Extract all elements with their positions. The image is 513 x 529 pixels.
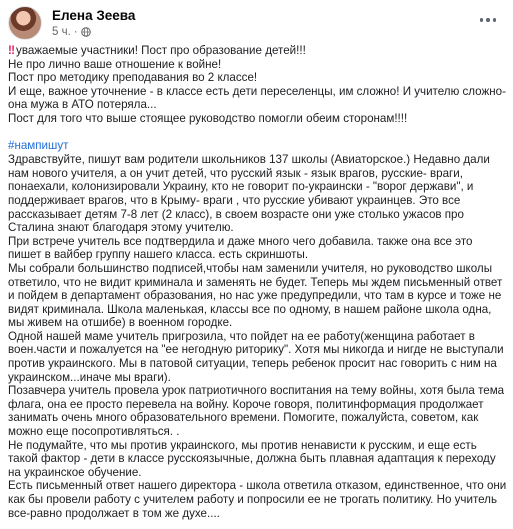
post-meta	[52, 26, 91, 38]
author-name[interactable]: Елена Зеева	[52, 8, 136, 23]
dot-icon	[480, 18, 484, 22]
dot-icon	[486, 18, 490, 22]
globe-icon	[81, 27, 91, 37]
post-time[interactable]: 5 ч.	[52, 26, 71, 38]
dot-icon	[493, 18, 497, 22]
post-intro	[8, 44, 508, 126]
post-text	[8, 44, 508, 520]
double-exclamation-icon: ‼	[8, 44, 14, 57]
hashtag-link[interactable]: #нампишут	[8, 138, 69, 152]
post-body: Здравствуйте, пишут вам родители школьников 137 школы (Авиаторское.) Недавно дали нам нового учителя, а он учит детей, что русский язык - язык врагов, русские- враги, понаехали, колонизировали Украину, кто не говорит по-украински - "ворог держави", и поддерживает врагов, что в Крыму- враги , что русские убивают украинцев. Это все рассказывает детям 7-8 лет (2 класс), в своем возрасте они уже столько ужасов про Сталина знают благодаря этому учителю. При встрече учитель все подтвердила и даже много чего добавила. также она все это пишет в вайбер группу нашего класса. есть скриншоты. Мы собрали большинство подписей,чтобы нам заменили учителя, но руководство школы ответило, что не видит криминала и заменять не будет. Теперь мы ждем письменный ответ и пойдем в департамент образования, но нас уже предупредили, что там в курсе и тоже не видят криминала. Школа маленькая, классы все по одному, в нашем районе школа одна, мы живем на отшибе) в военном городке. Одной нашей маме учитель пригрозила, что пойдет на ее работу(женщина работает в воен.части и пожалуется на "ее негодную риторику". Хотя мы никогда и нигде не выступали против украинского. Мы в патовой ситуации, теперь ребенок просит нас говорить с ним на украинском...иначе мы враги). Позавчера учитель провела урок патриотичного воспитания на тему войны, хотя была тема флага, она ее просто перевела на войну. Короче говоря, политинформация продолжает занимать очень много образовательного времени. Помогите, пожалуйста, советом, как можно еще посопротивляться. . Не подумайте, что мы против украинского, мы против ненависти к русским, и еще есть такой фактор - дети в классе русскоязычные, должна быть плавная адаптация к переходу на украинское обучение. Есть письменный ответ нашего директора - школа ответила отказом, единственное, что они как бы провели работу с учителем работу и попросили ее не трогать политику. Но учитель все-равно продолжает в том же духе....	[8, 153, 507, 520]
post-header	[8, 6, 505, 40]
more-options-button[interactable]	[475, 10, 501, 30]
avatar[interactable]	[8, 6, 42, 40]
post-intro-text: уважаемые участники! Пост про образование детей!!! Не про лично ваше отношение к войне! Пост про методику преподавания во 2 классе! И еще, важное уточнение - в классе есть дети переселенцы, им сложно! И учителю сложно- она мужа в АТО потеряла... Пост для того что выше стоящее руководство помогли обеим сторонам!!!!	[8, 44, 506, 125]
meta-separator: ·	[73, 26, 78, 38]
